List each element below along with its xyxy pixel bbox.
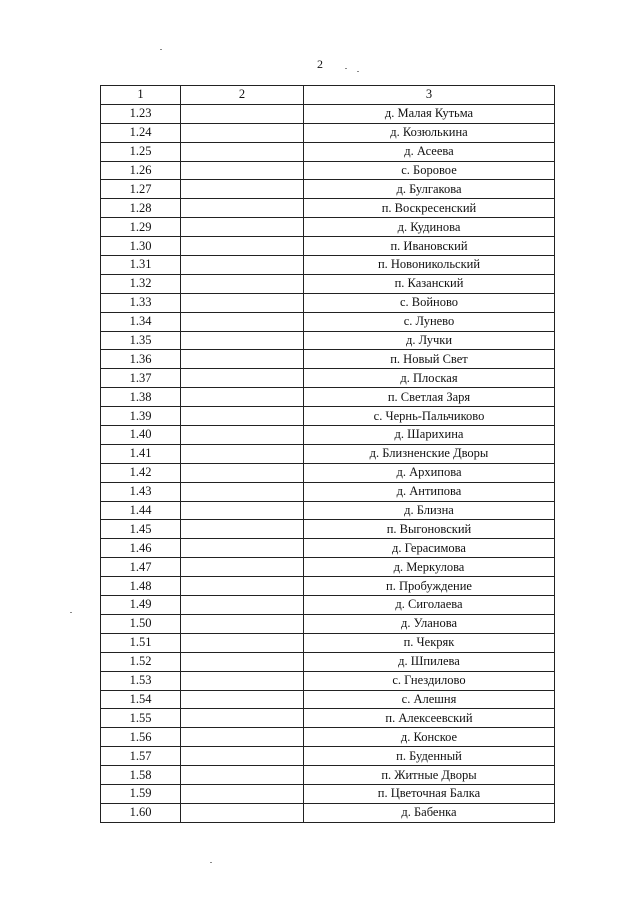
- settlement-name-cell: с. Боровое: [304, 161, 555, 180]
- settlement-name-cell: д. Сиголаева: [304, 596, 555, 615]
- table-row: [101, 747, 555, 766]
- row-number-cell: 1.31: [101, 256, 181, 275]
- table-row: [101, 803, 555, 822]
- empty-cell: [181, 350, 304, 369]
- empty-cell: [181, 180, 304, 199]
- table-row: [101, 652, 555, 671]
- column-header-3: 3: [304, 86, 555, 105]
- table-row: [101, 728, 555, 747]
- row-number-cell: 1.32: [101, 274, 181, 293]
- table-row: [101, 463, 555, 482]
- table-row: [101, 596, 555, 615]
- settlement-name-cell: д. Архипова: [304, 463, 555, 482]
- scan-speck: [160, 49, 162, 50]
- table-row: [101, 539, 555, 558]
- table-row: [101, 558, 555, 577]
- settlement-name-cell: д. Лучки: [304, 331, 555, 350]
- scan-speck: [345, 68, 347, 69]
- row-number-cell: 1.56: [101, 728, 181, 747]
- settlement-name-cell: п. Новый Свет: [304, 350, 555, 369]
- row-number-cell: 1.41: [101, 444, 181, 463]
- settlement-name-cell: п. Светлая Заря: [304, 388, 555, 407]
- table-row: [101, 312, 555, 331]
- settlement-name-cell: д. Герасимова: [304, 539, 555, 558]
- settlement-name-cell: с. Алешня: [304, 690, 555, 709]
- settlement-name-cell: п. Цветочная Балка: [304, 784, 555, 803]
- settlement-name-cell: д. Кудинова: [304, 218, 555, 237]
- table-row: [101, 577, 555, 596]
- row-number-cell: 1.39: [101, 407, 181, 426]
- empty-cell: [181, 482, 304, 501]
- empty-cell: [181, 577, 304, 596]
- empty-cell: [181, 614, 304, 633]
- empty-cell: [181, 747, 304, 766]
- empty-cell: [181, 161, 304, 180]
- row-number-cell: 1.25: [101, 142, 181, 161]
- settlement-name-cell: с. Чернь-Пальчиково: [304, 407, 555, 426]
- empty-cell: [181, 596, 304, 615]
- row-number-cell: 1.33: [101, 293, 181, 312]
- table-row: [101, 426, 555, 445]
- table-row: [101, 331, 555, 350]
- empty-cell: [181, 539, 304, 558]
- table-header-row: [101, 86, 555, 105]
- empty-cell: [181, 520, 304, 539]
- table-row: [101, 180, 555, 199]
- settlement-name-cell: д. Булгакова: [304, 180, 555, 199]
- table-row: [101, 350, 555, 369]
- scan-speck: [210, 862, 212, 863]
- table-row: [101, 633, 555, 652]
- row-number-cell: 1.54: [101, 690, 181, 709]
- table-row: [101, 614, 555, 633]
- row-number-cell: 1.60: [101, 803, 181, 822]
- settlement-name-cell: п. Воскресенский: [304, 199, 555, 218]
- empty-cell: [181, 690, 304, 709]
- row-number-cell: 1.28: [101, 199, 181, 218]
- settlement-name-cell: д. Конское: [304, 728, 555, 747]
- table-row: [101, 671, 555, 690]
- row-number-cell: 1.27: [101, 180, 181, 199]
- empty-cell: [181, 633, 304, 652]
- row-number-cell: 1.34: [101, 312, 181, 331]
- settlement-name-cell: д. Уланова: [304, 614, 555, 633]
- empty-cell: [181, 803, 304, 822]
- empty-cell: [181, 199, 304, 218]
- empty-cell: [181, 671, 304, 690]
- table-row: [101, 444, 555, 463]
- settlement-name-cell: п. Новоникольский: [304, 256, 555, 275]
- empty-cell: [181, 142, 304, 161]
- settlement-name-cell: с. Гнездилово: [304, 671, 555, 690]
- row-number-cell: 1.37: [101, 369, 181, 388]
- settlement-name-cell: с. Войново: [304, 293, 555, 312]
- settlement-name-cell: д. Шпилева: [304, 652, 555, 671]
- row-number-cell: 1.30: [101, 237, 181, 256]
- empty-cell: [181, 709, 304, 728]
- table-row: [101, 784, 555, 803]
- row-number-cell: 1.43: [101, 482, 181, 501]
- settlement-name-cell: д. Меркулова: [304, 558, 555, 577]
- table-row: [101, 766, 555, 785]
- table-row: [101, 161, 555, 180]
- table-row: [101, 274, 555, 293]
- row-number-cell: 1.24: [101, 123, 181, 142]
- settlement-name-cell: д. Шарихина: [304, 426, 555, 445]
- settlement-name-cell: п. Чекряк: [304, 633, 555, 652]
- table-row: [101, 520, 555, 539]
- empty-cell: [181, 256, 304, 275]
- empty-cell: [181, 274, 304, 293]
- row-number-cell: 1.51: [101, 633, 181, 652]
- empty-cell: [181, 369, 304, 388]
- empty-cell: [181, 407, 304, 426]
- settlement-name-cell: п. Казанский: [304, 274, 555, 293]
- empty-cell: [181, 237, 304, 256]
- table-row: [101, 237, 555, 256]
- row-number-cell: 1.46: [101, 539, 181, 558]
- table-row: [101, 256, 555, 275]
- settlement-name-cell: д. Бабенка: [304, 803, 555, 822]
- settlement-name-cell: д. Близна: [304, 501, 555, 520]
- empty-cell: [181, 331, 304, 350]
- empty-cell: [181, 104, 304, 123]
- table-row: [101, 369, 555, 388]
- column-header-2: 2: [181, 86, 304, 105]
- row-number-cell: 1.58: [101, 766, 181, 785]
- row-number-cell: 1.26: [101, 161, 181, 180]
- table-row: [101, 142, 555, 161]
- empty-cell: [181, 784, 304, 803]
- row-number-cell: 1.50: [101, 614, 181, 633]
- table-row: [101, 690, 555, 709]
- empty-cell: [181, 218, 304, 237]
- row-number-cell: 1.52: [101, 652, 181, 671]
- row-number-cell: 1.59: [101, 784, 181, 803]
- row-number-cell: 1.44: [101, 501, 181, 520]
- empty-cell: [181, 501, 304, 520]
- row-number-cell: 1.35: [101, 331, 181, 350]
- empty-cell: [181, 388, 304, 407]
- row-number-cell: 1.49: [101, 596, 181, 615]
- row-number-cell: 1.42: [101, 463, 181, 482]
- settlement-name-cell: п. Выгоновский: [304, 520, 555, 539]
- empty-cell: [181, 558, 304, 577]
- table-row: [101, 501, 555, 520]
- settlement-name-cell: д. Малая Кутьма: [304, 104, 555, 123]
- row-number-cell: 1.53: [101, 671, 181, 690]
- table-row: [101, 123, 555, 142]
- settlement-name-cell: д. Плоская: [304, 369, 555, 388]
- empty-cell: [181, 728, 304, 747]
- row-number-cell: 1.40: [101, 426, 181, 445]
- empty-cell: [181, 444, 304, 463]
- table-row: [101, 407, 555, 426]
- empty-cell: [181, 123, 304, 142]
- table-body: [101, 104, 555, 822]
- table-row: [101, 709, 555, 728]
- scan-speck: [70, 612, 72, 613]
- settlement-name-cell: д. Асеева: [304, 142, 555, 161]
- row-number-cell: 1.48: [101, 577, 181, 596]
- row-number-cell: 1.57: [101, 747, 181, 766]
- settlement-name-cell: п. Ивановский: [304, 237, 555, 256]
- row-number-cell: 1.38: [101, 388, 181, 407]
- settlement-name-cell: д. Антипова: [304, 482, 555, 501]
- row-number-cell: 1.55: [101, 709, 181, 728]
- table-row: [101, 218, 555, 237]
- row-number-cell: 1.23: [101, 104, 181, 123]
- page-number: 2: [317, 57, 323, 71]
- empty-cell: [181, 426, 304, 445]
- table-row: [101, 199, 555, 218]
- settlement-name-cell: п. Пробуждение: [304, 577, 555, 596]
- settlement-name-cell: п. Буденный: [304, 747, 555, 766]
- table-row: [101, 388, 555, 407]
- empty-cell: [181, 312, 304, 331]
- table-row: [101, 104, 555, 123]
- settlements-table: [100, 85, 555, 823]
- settlement-name-cell: п. Житные Дворы: [304, 766, 555, 785]
- table-row: [101, 482, 555, 501]
- settlement-name-cell: с. Лунево: [304, 312, 555, 331]
- empty-cell: [181, 463, 304, 482]
- table-row: [101, 293, 555, 312]
- empty-cell: [181, 293, 304, 312]
- row-number-cell: 1.47: [101, 558, 181, 577]
- scan-speck: [357, 71, 359, 72]
- settlement-name-cell: д. Козюлькина: [304, 123, 555, 142]
- settlement-name-cell: п. Алексеевский: [304, 709, 555, 728]
- empty-cell: [181, 766, 304, 785]
- column-header-1: 1: [101, 86, 181, 105]
- row-number-cell: 1.45: [101, 520, 181, 539]
- empty-cell: [181, 652, 304, 671]
- row-number-cell: 1.36: [101, 350, 181, 369]
- settlement-name-cell: д. Близненские Дворы: [304, 444, 555, 463]
- row-number-cell: 1.29: [101, 218, 181, 237]
